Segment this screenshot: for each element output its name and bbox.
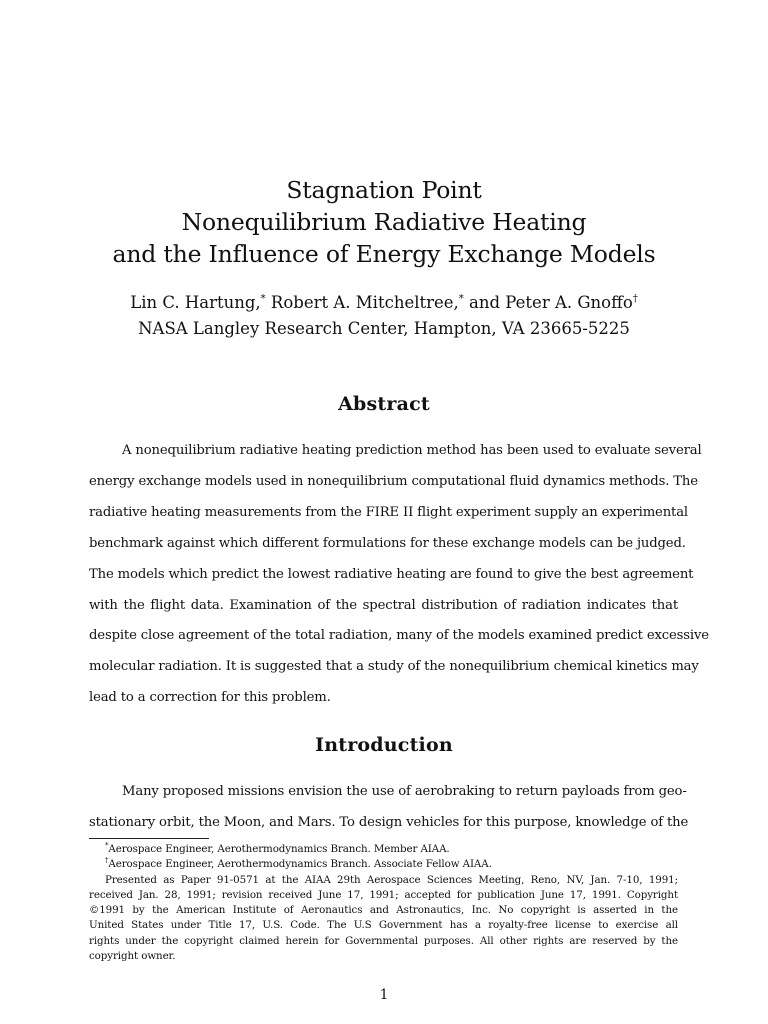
footnote-3-line: copyright owner. — [89, 950, 176, 963]
abstract-line: energy exchange models used in nonequilibrium computational fluid dynamics methods. The — [89, 473, 698, 489]
footnote-1-text: Aerospace Engineer, Aerothermodynamics Branch. Member AIAA. — [108, 843, 450, 855]
abstract-body — [89, 436, 709, 714]
abstract-heading: Abstract — [338, 393, 430, 415]
footnote-2-mark: † — [105, 856, 109, 865]
abstract-line: radiative heating measurements from the FIRE II flight experiment supply an experimental — [89, 504, 688, 520]
author-3-mark: † — [632, 293, 638, 305]
author-line — [90, 290, 678, 316]
footnote-3-line: Presented as Paper 91-0571 at the AIAA 29th Aerospace Sciences Meeting, Reno, NV, Jan. 7-10, 1991; — [105, 873, 678, 886]
footnote-3-line: rights under the copyright claimed herein for Governmental purposes. All other rights are reserved by the — [89, 934, 678, 947]
paper-title — [90, 174, 678, 270]
abstract-line: A nonequilibrium radiative heating prediction method has been used to evaluate several — [122, 443, 702, 458]
page-number: 1 — [379, 987, 389, 1003]
author-2-mark: * — [458, 293, 464, 305]
author-1-mark: * — [260, 293, 266, 305]
footnote-3-line: received Jan. 28, 1991; revision received June 17, 1991; accepted for publication June 17, 1991. Copyright — [89, 888, 678, 901]
abstract-line: benchmark against which different formulations for these exchange models can be judged. — [89, 535, 686, 551]
abstract-line: with the flight data. Examination of the spectral distribution of radiation indicates that — [89, 597, 678, 613]
footnote-3-line: ©1991 by the American Institute of Aeronautics and Astronautics, Inc. No copyright is asserted in the — [89, 904, 678, 917]
affiliation: NASA Langley Research Center, Hampton, VA 23665-5225 — [138, 319, 630, 338]
footnote-3-line: United States under Title 17, U.S. Code. The U.S Government has a royalty-free license to exercise all — [89, 919, 678, 932]
introduction-line: Many proposed missions envision the use of aerobraking to return payloads from geo- — [122, 784, 687, 799]
title-line-2: Nonequilibrium Radiative Heating — [181, 208, 587, 236]
abstract-line: molecular radiation. It is suggested that a study of the nonequilibrium chemical kinetics may — [89, 659, 699, 675]
abstract-line: The models which predict the lowest radiative heating are found to give the best agreement — [89, 566, 694, 582]
footnote-rule — [89, 838, 209, 839]
footnote-1-mark: * — [105, 841, 109, 850]
abstract-line: despite close agreement of the total radiation, many of the models examined predict excessive — [89, 628, 709, 644]
footnote-1 — [89, 842, 678, 857]
title-line-3: and the Influence of Energy Exchange Models — [112, 240, 656, 268]
title-line-1: Stagnation Point — [286, 176, 482, 204]
author-2: Robert A. Mitcheltree, — [265, 293, 459, 312]
introduction-line: stationary orbit, the Moon, and Mars. To design vehicles for this purpose, knowledge of the — [89, 814, 689, 830]
introduction-heading: Introduction — [315, 734, 453, 756]
author-3: and Peter A. Gnoffo — [463, 293, 633, 312]
footnote-2-text: Aerospace Engineer, Aerothermodynamics Branch. Associate Fellow AIAA. — [108, 858, 492, 871]
author-block — [90, 290, 678, 342]
abstract-line: lead to a correction for this problem. — [89, 690, 331, 706]
introduction-body — [89, 777, 689, 839]
footnotes — [89, 842, 678, 964]
author-1: Lin C. Hartung, — [130, 293, 261, 312]
footnote-2 — [89, 857, 678, 872]
